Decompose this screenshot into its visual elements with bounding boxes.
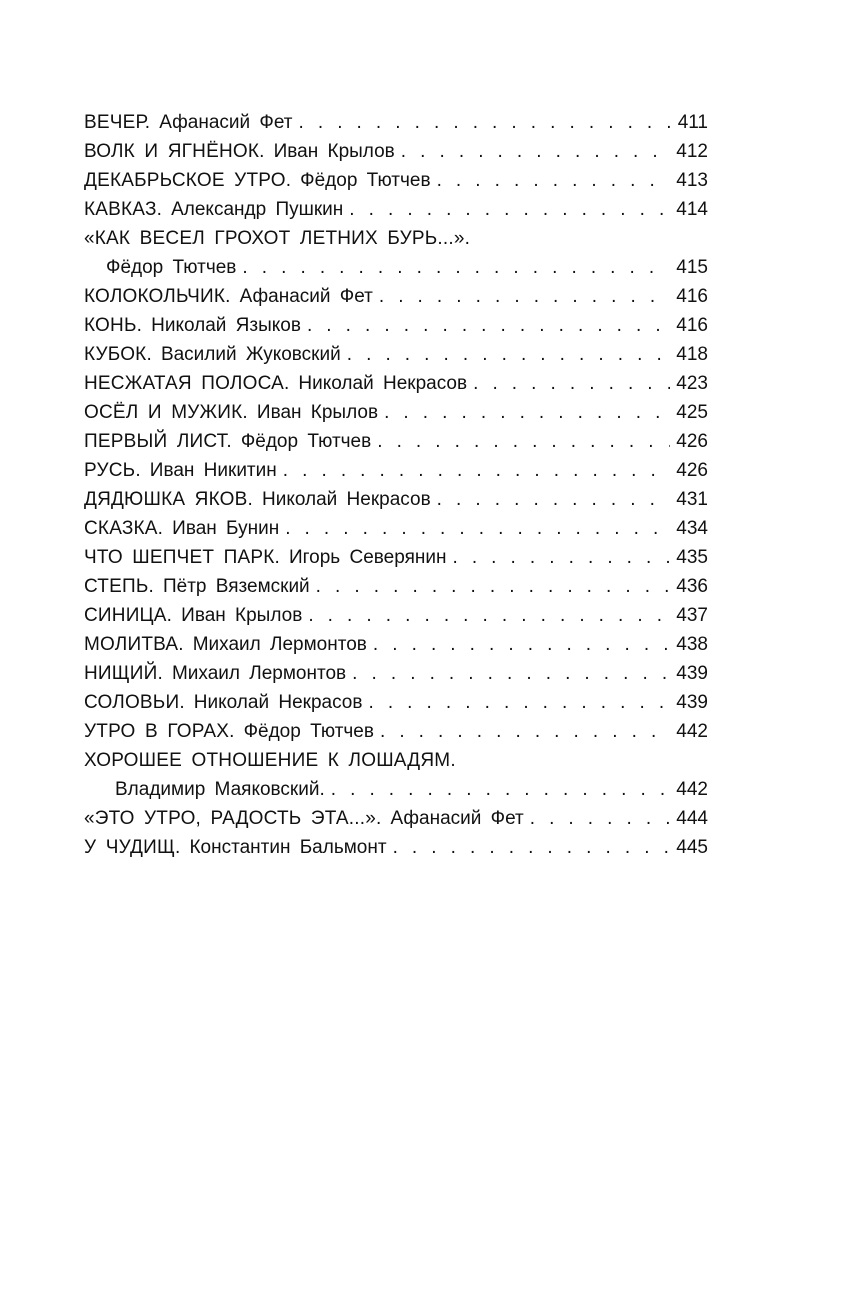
toc-entry-author: Михаил Лермонтов [192,634,367,655]
toc-entry [84,398,708,427]
toc-entry-page: 445 [676,837,708,858]
toc-entry-page: 434 [676,518,708,539]
toc-entry [84,195,708,224]
toc-entry-author: Иван Крылов [273,141,395,162]
toc-entry-title: У ЧУДИЩ. [84,837,181,858]
toc-entry-page: 423 [676,373,708,394]
toc-entry-author: Афанасий Фет [239,286,373,307]
toc-entry-author: Афанасий Фет [159,112,293,133]
dot-leader [379,282,670,311]
toc-entry-title: КОНЬ. [84,315,143,336]
dot-leader [401,137,671,166]
toc-entry-page: 439 [676,663,708,684]
toc-entry-page: 437 [676,605,708,626]
toc-entry-title: МОЛИТВА. [84,634,184,655]
toc-entry-continuation [84,253,708,282]
toc-entry-page: 442 [676,779,708,800]
toc-entry-title: НИЩИЙ. [84,663,163,684]
toc-entry-author: Иван Бунин [172,518,280,539]
toc-entry-title: ХОРОШЕЕ ОТНОШЕНИЕ К ЛОШАДЯМ. [84,750,456,771]
toc-entry-page: 415 [676,257,708,278]
toc-entry-title: НЕСЖАТАЯ ПОЛОСА. [84,373,290,394]
toc-entry-page: 416 [676,286,708,307]
dot-leader [283,456,671,485]
toc-entry-page: 435 [676,547,708,568]
toc-entry-title: СОЛОВЬИ. [84,692,185,713]
toc-entry-author: Иван Никитин [149,460,277,481]
toc-entry-author: Фёдор Тютчев [106,257,237,278]
dot-leader [242,253,670,282]
toc-entry-page: 436 [676,576,708,597]
toc-entry-page: 438 [676,634,708,655]
toc-entry [84,601,708,630]
toc-entry [84,108,708,137]
dot-leader [373,630,670,659]
toc-entry-author: Николай Некрасов [262,489,431,510]
toc-entry-title: ОСЁЛ И МУЖИК. [84,402,248,423]
dot-leader [377,427,670,456]
toc-entry-title: ВОЛК И ЯГНЁНОК. [84,141,265,162]
toc-entry-author: Николай Некрасов [298,373,468,394]
toc-entry [84,630,708,659]
toc-entry [84,137,708,166]
toc-entry-author: Фёдор Тютчев [240,431,372,452]
toc-entry-title: КАВКАЗ. [84,199,163,220]
toc-entry [84,485,708,514]
toc-entry-title: КУБОК. [84,344,152,365]
dot-leader [380,717,670,746]
toc-entry [84,514,708,543]
toc-entry [84,166,708,195]
dot-leader [298,108,671,137]
dot-leader [384,398,670,427]
toc-entry [84,369,708,398]
toc-entry-author: Владимир Маяковский. [115,779,325,800]
toc-entry-title: ВЕЧЕР. [84,112,151,133]
toc-entry [84,543,708,572]
toc-entry-author: Николай Некрасов [193,692,363,713]
toc-entry-author: Константин Бальмонт [189,837,387,858]
toc-entry-author: Игорь Северянин [289,547,447,568]
toc-entry [84,282,708,311]
dot-leader [452,543,670,572]
dot-leader [352,659,670,688]
toc-entry-author: Николай Языков [151,315,301,336]
toc-entry-author: Иван Крылов [181,605,303,626]
toc-entry-page: 411 [677,112,708,133]
table-of-contents [84,108,708,862]
toc-entry-page: 418 [676,344,708,365]
toc-entry-author: Фёдор Тютчев [243,721,374,742]
toc-entry-title: ЧТО ШЕПЧЕТ ПАРК. [84,547,280,568]
toc-entry-title: СКАЗКА. [84,518,164,539]
toc-entry-author: Пётр Вяземский [162,576,310,597]
toc-entry-author: Александр Пушкин [171,199,344,220]
toc-entry-page: 412 [676,141,708,162]
dot-leader [307,311,670,340]
toc-entry-author: Михаил Лермонтов [171,663,347,684]
toc-entry-author: Василий Жуковский [160,344,341,365]
toc-entry-title-line [84,746,708,775]
toc-entry [84,688,708,717]
toc-entry-page: 442 [676,721,708,742]
toc-entry-title: «ЭТО УТРО, РАДОСТЬ ЭТА...». [84,808,382,829]
toc-entry-page: 426 [676,431,708,452]
dot-leader [437,485,671,514]
dot-leader [368,688,670,717]
toc-entry [84,456,708,485]
toc-entry-title-line [84,224,708,253]
toc-entry-page: 414 [676,199,708,220]
toc-entry [84,717,708,746]
toc-entry-author: Фёдор Тютчев [300,170,431,191]
toc-entry-page: 431 [676,489,708,510]
dot-leader [347,340,671,369]
toc-entry [84,804,708,833]
toc-entry-page: 425 [676,402,708,423]
toc-entry [84,340,708,369]
toc-entry-title: УТРО В ГОРАХ. [84,721,235,742]
toc-entry [84,427,708,456]
dot-leader [473,369,670,398]
toc-entry [84,833,708,862]
toc-entry [84,572,708,601]
dot-leader [530,804,671,833]
dot-leader [285,514,670,543]
toc-entry-title: КОЛОКОЛЬЧИК. [84,286,231,307]
toc-entry-title: СИНИЦА. [84,605,173,626]
toc-entry-author: Афанасий Фет [390,808,524,829]
toc-entry-title: ДЕКАБРЬСКОЕ УТРО. [84,170,292,191]
toc-entry-title: РУСЬ. [84,460,141,481]
toc-entry-title: «КАК ВЕСЕЛ ГРОХОТ ЛЕТНИХ БУРЬ...». [84,228,471,249]
dot-leader [331,775,671,804]
toc-entry-title: ПЕРВЫЙ ЛИСТ. [84,431,232,452]
toc-entry [84,311,708,340]
toc-entry-page: 426 [676,460,708,481]
toc-entry-page: 413 [676,170,708,191]
dot-leader [349,195,670,224]
toc-entry-page: 444 [676,808,708,829]
toc-entry-page: 439 [676,692,708,713]
toc-entry-title: ДЯДЮШКА ЯКОВ. [84,489,253,510]
dot-leader [316,572,671,601]
toc-entry-page: 416 [676,315,708,336]
toc-entry-title: СТЕПЬ. [84,576,154,597]
toc-entry [84,659,708,688]
dot-leader [437,166,671,195]
toc-entry-continuation [84,775,708,804]
dot-leader [308,601,670,630]
toc-entry-author: Иван Крылов [256,402,379,423]
dot-leader [393,833,671,862]
